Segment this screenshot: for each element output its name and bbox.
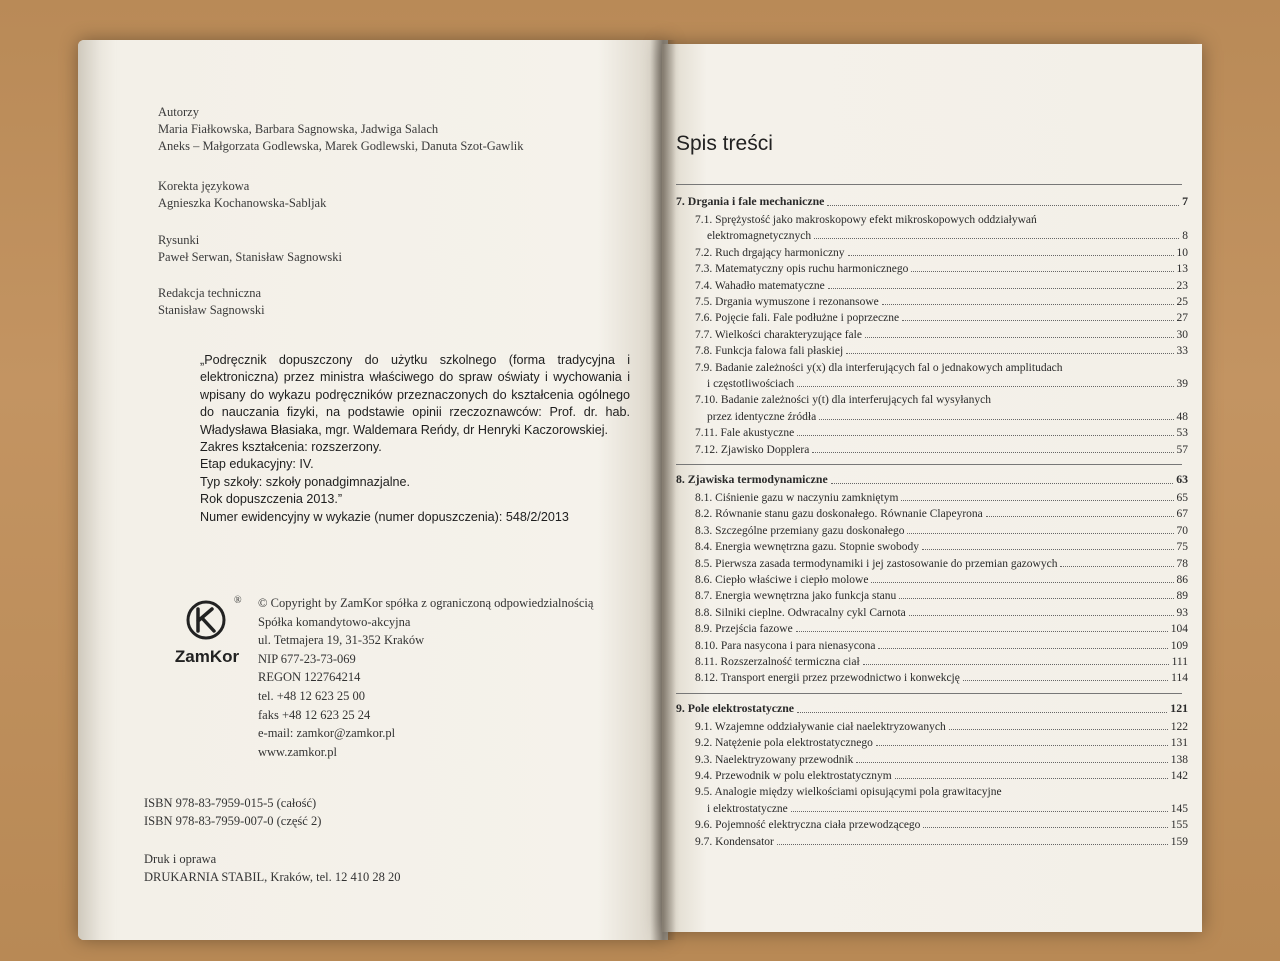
approval-line: Zakres kształcenia: rozszerzony. <box>200 440 382 455</box>
toc-item <box>695 427 1188 439</box>
toc-label: i częstotliwościach <box>707 378 795 390</box>
toc-label: 8.2. Równanie stanu gazu doskonałego. Równanie Clapeyrona <box>695 508 983 521</box>
toc-leader <box>865 337 1174 338</box>
toc-page-number: 48 <box>1176 410 1188 423</box>
credit-label: Autorzy <box>158 105 199 119</box>
toc-label: 9.4. Przewodnik w polu elektrostatycznym <box>695 770 892 782</box>
toc-item <box>695 623 1188 635</box>
toc-page-number: 7 <box>1182 194 1188 208</box>
toc-leader <box>923 827 1167 828</box>
toc-label: 9.2. Natężenie pola elektrostatycznego <box>695 737 873 750</box>
toc-item <box>695 247 1188 259</box>
toc-label: 7.3. Matematyczny opis ruchu harmonicznego <box>695 263 909 276</box>
credit-proofreading <box>158 178 326 212</box>
toc-item <box>695 721 1188 733</box>
approval-line: Etap edukacyjny: IV. <box>200 457 314 472</box>
toc-page-number: 67 <box>1176 508 1188 521</box>
divider <box>676 464 1182 465</box>
isbn-block <box>144 794 321 830</box>
toc-item <box>695 508 1188 520</box>
toc-page-number: 33 <box>1176 345 1188 358</box>
toc-item <box>707 378 1188 390</box>
publisher-name: ZamKor <box>174 647 240 666</box>
toc-leader <box>814 238 1179 239</box>
toc-leader <box>797 435 1173 436</box>
contact-line: ul. Tetmajera 19, 31-352 Kraków <box>258 633 425 648</box>
toc-page-number: 8 <box>1182 230 1188 243</box>
toc-page-number: 25 <box>1176 296 1188 308</box>
printing-info <box>144 850 401 886</box>
toc-leader <box>1060 566 1173 567</box>
toc-item <box>695 541 1188 553</box>
toc-chapter <box>676 472 1188 487</box>
toc-label: przez identyczne źródła <box>707 410 817 423</box>
zamkor-logo-icon <box>181 595 231 645</box>
toc-label: 7.7. Wielkości charakteryzujące fale <box>695 328 862 341</box>
toc-item <box>695 280 1188 292</box>
toc-label: 7.4. Wahadło matematyczne <box>695 279 825 292</box>
toc-label: 8.1. Ciśnienie gazu w naczyniu zamkniętym <box>695 492 899 504</box>
toc-label: i elektrostatyczne <box>707 802 788 815</box>
toc-page-number: 78 <box>1176 557 1188 570</box>
toc-leader <box>812 452 1173 453</box>
toc-leader <box>797 386 1173 387</box>
toc-item <box>707 230 1188 242</box>
toc-item <box>695 656 1188 668</box>
toc-item <box>695 329 1188 341</box>
credit-authors <box>158 104 524 155</box>
registered-mark: ® <box>234 595 242 606</box>
toc-leader <box>846 353 1173 354</box>
toc-item <box>707 411 1188 423</box>
toc-item-label: 7.1. Sprężystość jako makroskopowy efekt mikroskopowych oddziaływań <box>695 214 1037 226</box>
toc-leader <box>819 419 1173 420</box>
toc-item-label: 7.9. Badanie zależności y(x) dla interferujących fal o jednakowych amplitudach <box>695 361 1063 374</box>
contact-line: faks +48 12 623 25 24 <box>258 707 371 722</box>
toc-item-label: 9.5. Analogie między wielkościami opisującymi pola grawitacyjne <box>695 786 1002 799</box>
toc-page-number: 13 <box>1176 263 1188 276</box>
toc-label: 8.7. Energia wewnętrzna jako funkcja stanu <box>695 590 897 603</box>
toc-page-number: 122 <box>1170 720 1188 733</box>
toc-leader <box>878 648 1167 649</box>
contact-line: e-mail: zamkor@zamkor.pl <box>258 726 396 741</box>
print-line: DRUKARNIA STABIL, Kraków, tel. 12 410 28 20 <box>144 870 401 884</box>
toc-item <box>695 444 1188 456</box>
toc-item <box>695 770 1188 782</box>
toc-item <box>695 607 1188 619</box>
toc-leader <box>949 729 1168 730</box>
approval-line: Numer ewidencyjny w wykazie (numer dopuszczenia): 548/2/2013 <box>200 509 569 524</box>
toc-leader <box>899 598 1173 599</box>
toc-label: 9.3. Naelektryzowany przewodnik <box>695 753 854 766</box>
toc-leader <box>796 631 1168 632</box>
toc-leader <box>827 205 1179 206</box>
toc-page-number: 23 <box>1176 279 1188 292</box>
toc-page-number: 65 <box>1176 492 1188 504</box>
isbn-line: ISBN 978-83-7959-007-0 (część 2) <box>144 814 322 828</box>
toc-label: 9.7. Kondensator <box>695 835 774 848</box>
publisher-logo <box>166 595 246 675</box>
toc-leader <box>902 320 1173 321</box>
toc-page-number: 86 <box>1176 574 1188 586</box>
toc-label: 8.3. Szczególne przemiany gazu doskonałego <box>695 524 905 537</box>
contact-line: NIP 677-23-73-069 <box>258 651 356 666</box>
approval-notice <box>200 352 630 526</box>
toc-item <box>695 296 1188 308</box>
toc-label: 8.9. Przejścia fazowe <box>695 623 793 636</box>
toc-leader <box>907 533 1173 534</box>
toc-leader <box>882 304 1174 305</box>
toc-leader <box>856 762 1167 763</box>
toc-leader <box>901 500 1173 501</box>
toc-page-number: 109 <box>1170 639 1188 652</box>
left-page <box>78 40 668 940</box>
toc-label: 8.6. Ciepło właściwe i ciepło molowe <box>695 574 869 586</box>
credit-drawings <box>158 232 342 266</box>
approval-text: „Podręcznik dopuszczony do użytku szkolnego (forma tradycyjna i elektroniczna) przez ministra właściwego do spraw oświaty i wychowania i wpisany do wykazu podręczników przeznaczonych do kształcenia ogólnego do nauczania fizyki, na podstawie opinii rzeczoznawców: Prof. dr. hab. Władysława Błasiaka, mgr. Waldemara Reńdy, dr Henryki Kaczorowskiej. <box>200 353 630 437</box>
toc-label: elektromagnetycznych <box>707 230 812 243</box>
toc-item <box>695 312 1188 324</box>
toc-item-label: 7.10. Badanie zależności y(t) dla interferujących fal wysyłanych <box>695 394 992 407</box>
credit-value: Paweł Serwan, Stanisław Sagnowski <box>158 250 343 264</box>
page-title: Spis treści <box>676 132 773 155</box>
toc-item <box>695 558 1188 570</box>
toc-page-number: 155 <box>1170 819 1188 832</box>
toc-item <box>695 525 1188 537</box>
contact-line: www.zamkor.pl <box>258 744 338 759</box>
contact-line: Spółka komandytowo-akcyjna <box>258 614 411 629</box>
toc-item <box>695 492 1188 504</box>
divider <box>676 184 1182 185</box>
approval-line: Typ szkoły: szkoły ponadgimnazjalne. <box>200 474 410 489</box>
toc-label: 8.4. Energia wewnętrzna gazu. Stopnie swobody <box>695 541 919 554</box>
toc-item <box>695 263 1188 275</box>
page-edge <box>78 40 116 940</box>
toc-leader <box>963 680 1168 681</box>
toc-page-number: 63 <box>1176 472 1188 486</box>
toc-item <box>695 574 1188 586</box>
toc-chapter <box>676 701 1188 716</box>
toc-leader <box>828 288 1174 289</box>
toc-page-number: 111 <box>1171 656 1188 668</box>
toc-leader <box>986 516 1174 517</box>
toc-label: 7.2. Ruch drgający harmoniczny <box>695 246 845 259</box>
toc-page-number: 39 <box>1176 378 1188 390</box>
credit-value: Stanisław Sagnowski <box>158 303 265 317</box>
book-gutter <box>650 40 676 940</box>
toc-leader <box>871 582 1173 583</box>
toc-label: 7.6. Pojęcie fali. Fale podłużne i poprzeczne <box>695 312 900 325</box>
credit-label: Rysunki <box>158 233 200 247</box>
toc-leader <box>909 615 1174 616</box>
toc-label: 8.11. Rozszerzalność termiczna ciał <box>695 656 860 668</box>
toc-page-number: 89 <box>1176 590 1188 603</box>
credit-value: Aneks – Małgorzata Godlewska, Marek Godlewski, Danuta Szot-Gawlik <box>158 139 524 153</box>
toc-leader <box>863 664 1169 665</box>
toc-item <box>695 819 1188 831</box>
credit-technical-editing <box>158 285 265 319</box>
credit-label: Korekta językowa <box>158 179 250 193</box>
toc-label: 7. Drgania i fale mechaniczne <box>676 194 825 208</box>
toc-leader <box>848 255 1174 256</box>
toc-item <box>707 803 1188 815</box>
toc-label: 9.1. Wzajemne oddziaływanie ciał naelektryzowanych <box>695 720 946 733</box>
toc-item <box>695 672 1188 684</box>
toc-item <box>695 754 1188 766</box>
toc-page-number: 145 <box>1170 802 1188 815</box>
toc-label: 9. Pole elektrostatyczne <box>676 700 795 715</box>
credit-label: Redakcja techniczna <box>158 286 262 300</box>
toc-page-number: 142 <box>1170 770 1188 782</box>
right-page <box>662 44 1202 932</box>
toc-label: 9.6. Pojemność elektryczna ciała przewodzącego <box>695 819 921 832</box>
toc-page-number: 93 <box>1176 606 1188 619</box>
toc-leader <box>911 271 1173 272</box>
isbn-line: ISBN 978-83-7959-015-5 (całość) <box>144 796 317 810</box>
toc-item <box>695 836 1188 848</box>
toc-item <box>695 590 1188 602</box>
toc-leader <box>895 778 1168 779</box>
toc-leader <box>831 483 1173 484</box>
toc-label: 8. Zjawiska termodynamiczne <box>676 472 828 486</box>
publisher-contact <box>258 594 593 761</box>
toc-label: 8.5. Pierwsza zasada termodynamiki i jej zastosowanie do przemian gazowych <box>695 557 1058 570</box>
toc-page-number: 10 <box>1176 246 1188 259</box>
toc-page-number: 70 <box>1176 524 1188 537</box>
approval-line: Rok dopuszczenia 2013.” <box>200 492 343 507</box>
contact-line: REGON 122764214 <box>258 670 361 685</box>
toc-label: 8.10. Para nasycona i para nienasycona <box>695 639 876 652</box>
toc-leader <box>791 811 1168 812</box>
toc-label: 8.8. Silniki cieplne. Odwracalny cykl Carnota <box>695 606 906 619</box>
toc-label: 8.12. Transport energii przez przewodnictwo i konwekcję <box>695 672 960 685</box>
toc-page-number: 131 <box>1170 737 1188 750</box>
contact-line: tel. +48 12 623 25 00 <box>258 688 366 703</box>
toc-page-number: 57 <box>1176 443 1188 456</box>
toc-page-number: 30 <box>1176 328 1188 341</box>
credit-value: Agnieszka Kochanowska-Sabljak <box>158 196 327 210</box>
toc-page-number: 114 <box>1171 672 1188 685</box>
toc-label: 7.8. Funkcja falowa fali płaskiej <box>695 345 844 358</box>
toc-leader <box>797 712 1167 713</box>
toc-leader <box>922 549 1174 550</box>
toc-leader <box>777 844 1168 845</box>
toc-chapter <box>676 194 1188 209</box>
toc-label: 7.5. Drgania wymuszone i rezonansowe <box>695 296 879 308</box>
toc-page-number: 104 <box>1170 623 1188 636</box>
toc-page-number: 75 <box>1176 541 1188 554</box>
toc-leader <box>876 745 1168 746</box>
toc-item <box>695 737 1188 749</box>
toc-label: 7.11. Fale akustyczne <box>695 427 795 440</box>
toc-page-number: 138 <box>1170 753 1188 766</box>
toc-item <box>695 640 1188 652</box>
toc-page-number: 121 <box>1170 700 1188 715</box>
toc-page-number: 53 <box>1176 427 1188 440</box>
toc-page-number: 27 <box>1176 312 1188 325</box>
toc-label: 7.12. Zjawisko Dopplera <box>695 443 810 456</box>
print-line: Druk i oprawa <box>144 852 217 866</box>
credit-value: Maria Fiałkowska, Barbara Sagnowska, Jadwiga Salach <box>158 122 439 136</box>
toc-item <box>695 345 1188 357</box>
contact-line: © Copyright by ZamKor spółka z ograniczoną odpowiedzialnością <box>258 596 594 610</box>
toc-page-number: 159 <box>1170 835 1188 848</box>
divider <box>676 693 1182 694</box>
